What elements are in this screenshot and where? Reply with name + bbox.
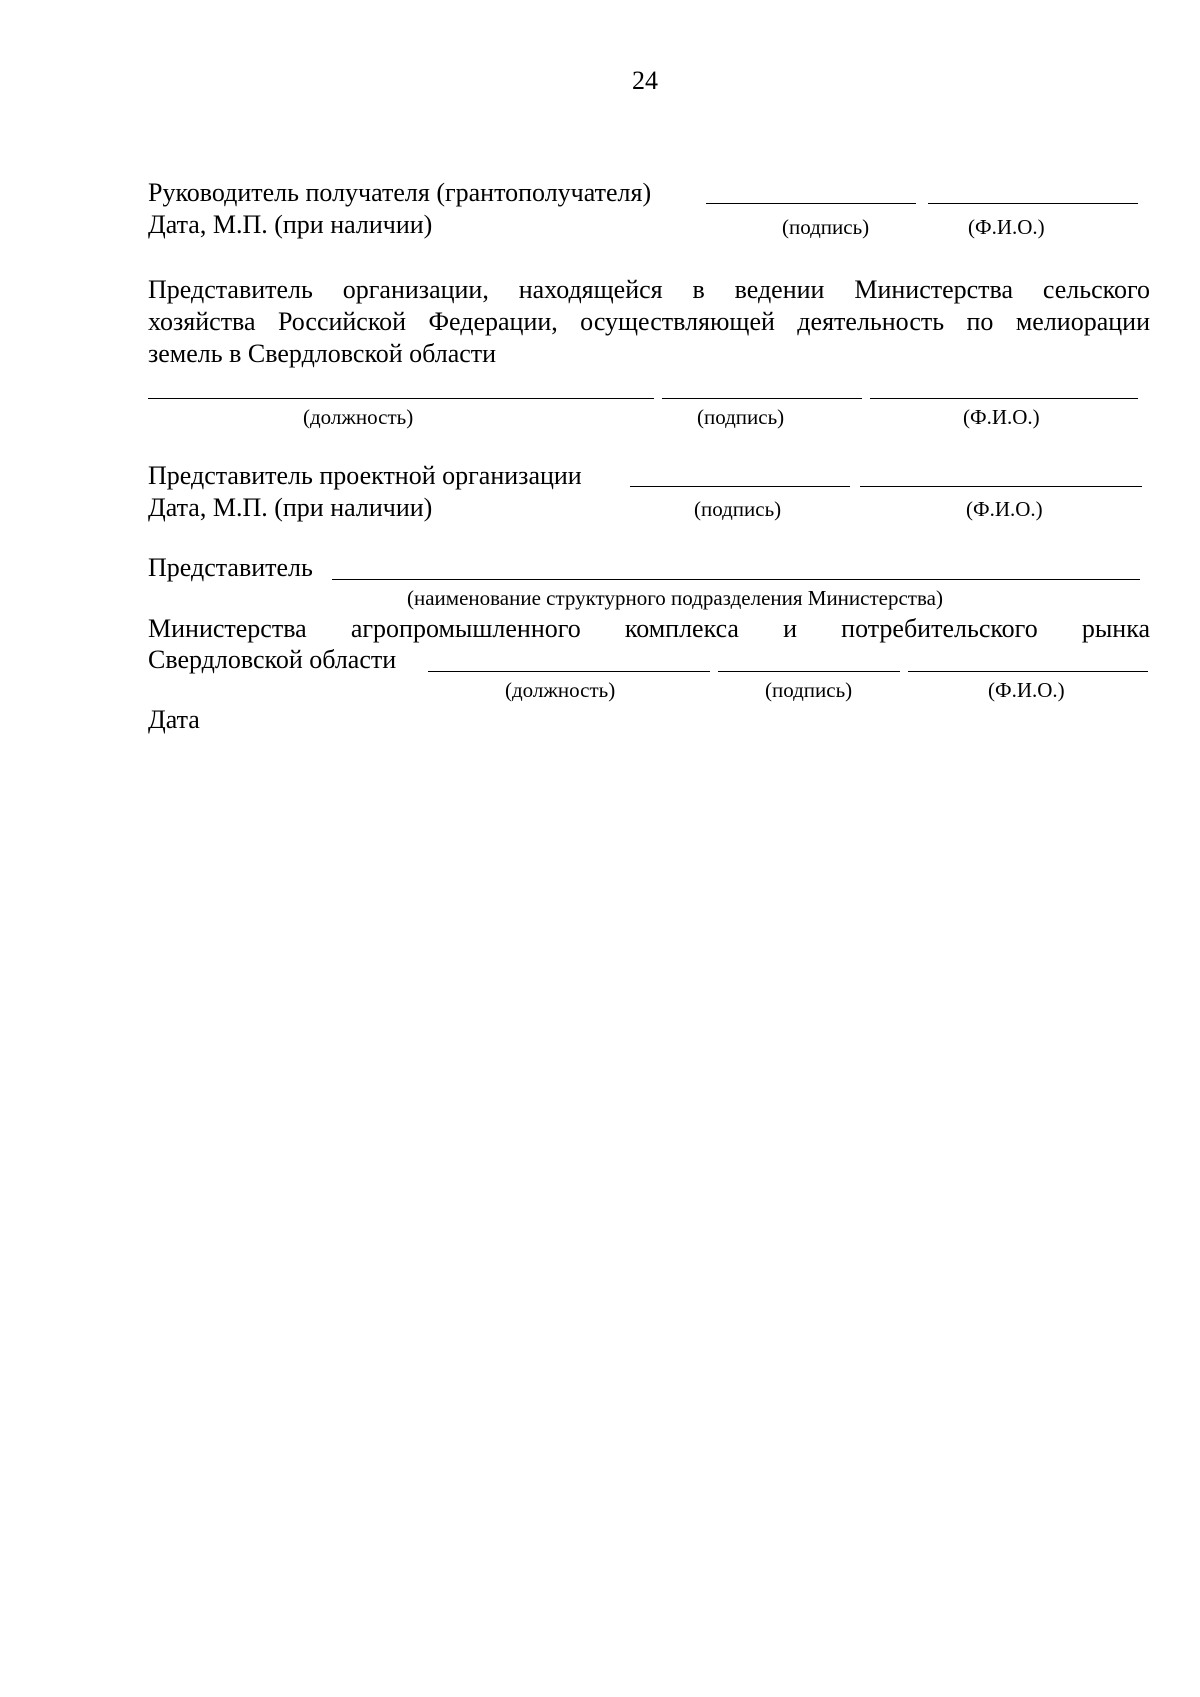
ministry-position-line [428,671,710,672]
ministry-signature-caption: (подпись) [765,678,853,702]
melioration-position-line [148,398,654,399]
paragraph-line: земель в Свердловской области [148,339,497,368]
recipient-signature-caption: (подпись) [782,215,870,239]
ministry-position-caption: (должность) [505,678,616,702]
design-org-signature-caption: (подпись) [694,497,782,521]
ministry-rep-label: Представитель [148,553,313,582]
ministry-division-caption: (наименование структурного подразделения Министерства) [407,586,943,610]
ministry-signature-line [718,671,900,672]
recipient-head-label: Руководитель получателя (грантополучателя) [148,178,652,207]
paragraph-line: Представитель организации, находящейся в ведении Министерства сельского [148,275,1150,304]
melioration-signature-line [662,398,862,399]
ministry-name-line: Министерства агропромышленного комплекса и потребительского рынка [148,614,1150,643]
design-org-name-caption: (Ф.И.О.) [966,497,1043,521]
melioration-org-paragraph [148,274,1150,370]
recipient-name-line [928,203,1138,204]
design-org-name-line [860,486,1142,487]
paragraph-line: хозяйства Российской Федерации, осуществляющей деятельность по мелиорации [148,307,1150,336]
melioration-name-line [870,398,1138,399]
melioration-position-caption: (должность) [303,405,414,429]
recipient-signature-line [706,203,916,204]
ministry-name-caption: (Ф.И.О.) [988,678,1065,702]
ministry-division-line [332,579,1140,580]
design-org-label: Представитель проектной организации [148,461,582,490]
design-org-signature-line [630,486,850,487]
design-org-date-label: Дата, М.П. (при наличии) [148,493,433,522]
melioration-name-caption: (Ф.И.О.) [963,405,1040,429]
ministry-region-label: Свердловской области [148,645,397,674]
ministry-date-label: Дата [148,705,200,734]
ministry-name-line [908,671,1148,672]
recipient-name-caption: (Ф.И.О.) [968,215,1045,239]
melioration-signature-caption: (подпись) [697,405,785,429]
recipient-date-label: Дата, М.П. (при наличии) [148,210,433,239]
page-number: 24 [632,66,658,95]
